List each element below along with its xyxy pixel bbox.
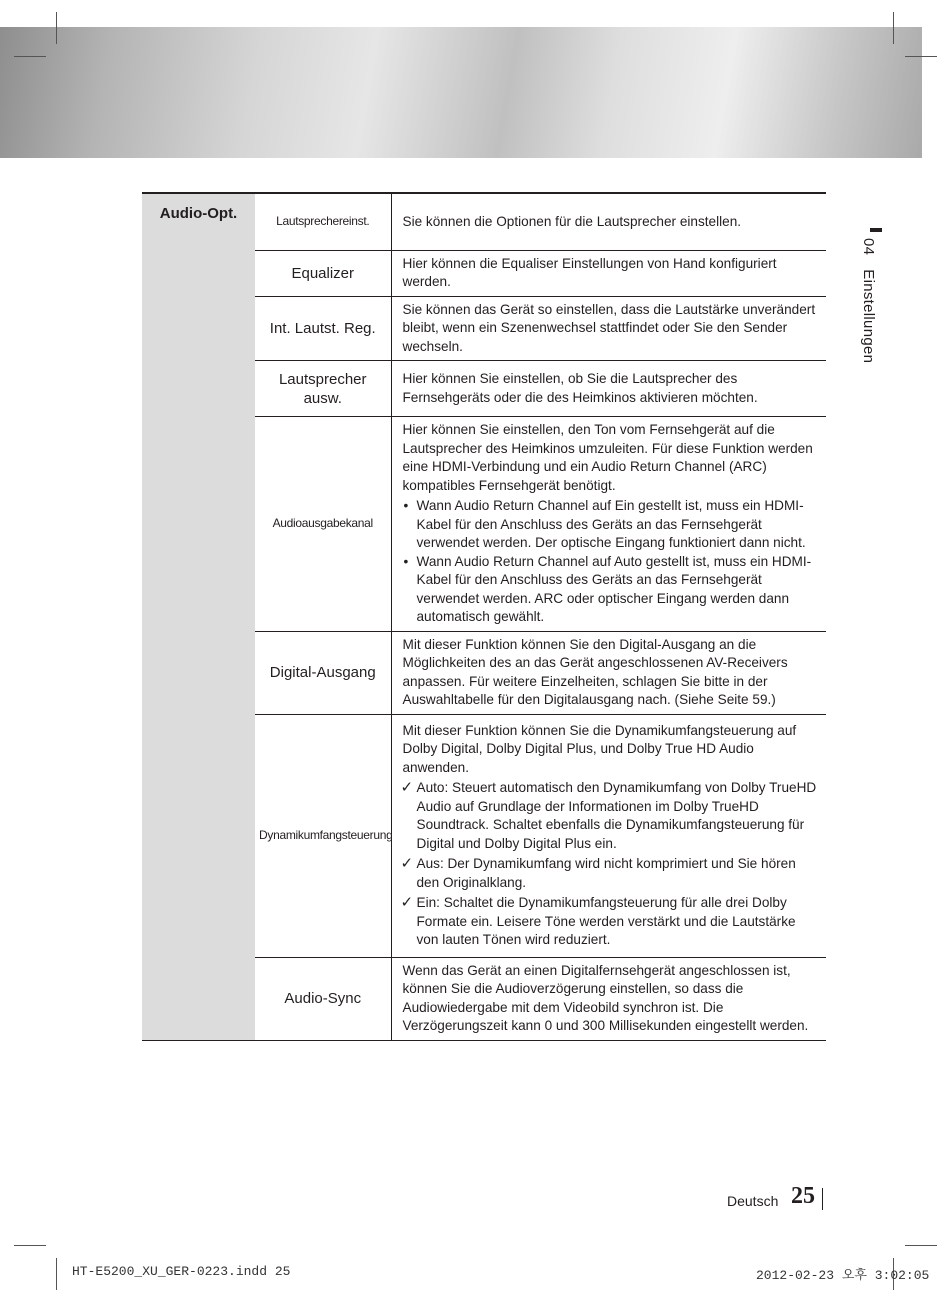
page-number: 25	[791, 1183, 815, 1209]
setting-description: Wenn das Gerät an einen Digitalfernsehgerät angeschlossen ist, können Sie die Audioverzögerung einstellen, so dass die Audiowiedergabe mit dem Videobild synchron ist. Die Verzögerungszeit kann 0 und 300 Millisekunden eingestellt werden.	[402, 962, 809, 1033]
checkmark-icon: ✓	[400, 894, 414, 911]
option-term: Auto	[416, 780, 445, 795]
setting-name: Equalizer	[255, 250, 391, 296]
setting-description: Mit dieser Funktion können Sie den Digital-Ausgang an die Möglichkeiten des an das Gerät angeschlossenen AV-Receivers anpassen. Für weitere Einzelheiten, schlagen Sie bitte in der Auswahltabelle für den Digitalausgang nach. (Siehe Seite 59.)	[391, 631, 826, 714]
crop-mark	[905, 56, 937, 57]
setting-name: Audio-Sync	[255, 957, 391, 1040]
crop-mark	[56, 1258, 57, 1290]
option-term: Aus	[416, 856, 440, 871]
header-banner	[0, 27, 922, 158]
option-item	[400, 779, 819, 853]
crop-mark	[56, 12, 57, 44]
setting-description: Hier können die Equaliser Einstellungen von Hand konfiguriert werden.	[391, 250, 826, 296]
setting-description	[391, 417, 826, 632]
chapter-title: Einstellungen	[860, 269, 877, 364]
crop-mark	[14, 56, 46, 57]
setting-name: Int. Lautst. Reg.	[255, 296, 391, 361]
bullet-item: • Wann Audio Return Channel auf Ein gestellt ist, muss ein HDMI-Kabel für den Anschluss des Geräts an das Fernsehgerät verwendet werden. Der optische Eingang funktioniert dann nicht.	[403, 497, 819, 553]
setting-name: Lautsprecher ausw.	[255, 361, 391, 417]
chapter-tab	[860, 238, 877, 363]
chapter-marker	[870, 228, 882, 232]
setting-name: Digital-Ausgang	[255, 631, 391, 714]
setting-name: Lautsprechereinst.	[255, 193, 391, 250]
checkmark-icon: ✓	[400, 779, 414, 796]
checkmark-icon: ✓	[400, 855, 414, 872]
crop-mark	[14, 1245, 46, 1246]
chapter-number: 04	[860, 238, 877, 256]
option-term: Ein	[416, 895, 437, 910]
setting-description: Hier können Sie einstellen, ob Sie die Lautsprecher des Fernsehgeräts oder die des Heimkinos aktivieren möchten.	[391, 361, 826, 417]
option-item	[400, 894, 819, 950]
crop-mark	[893, 12, 894, 44]
bullet-list	[403, 497, 819, 627]
crop-mark	[905, 1245, 937, 1246]
bullet-item: • Wann Audio Return Channel auf Auto gestellt ist, muss ein HDMI-Kabel für den Anschluss des Geräts an das Fernsehgerät verwendet werden. ARC oder optischer Eingang werden dann automatisch gewählt.	[403, 553, 819, 627]
option-list	[400, 779, 819, 950]
setting-description	[391, 714, 826, 957]
category-cell: Audio-Opt.	[142, 193, 255, 1040]
setting-name: Dynamikumfangsteuerung	[255, 714, 391, 957]
description-text: Hier können Sie einstellen, den Ton vom Fernsehgerät auf die Lautsprecher des Heimkinos umzuleiten. Für diese Funktion werden eine HDMI-Verbindung und ein Audio Return Channel (ARC) kompatibles Fernsehgerät benötigt.	[402, 422, 813, 493]
option-text: : Schaltet die Dynamikumfangsteuerung für alle drei Dolby Formate ein. Leisere Töne werden verstärkt und die Lautstärke von lauten Tönen wird reduziert.	[416, 895, 796, 947]
option-text: : Steuert automatisch den Dynamikumfang von Dolby TrueHD Audio auf Grundlage der Informationen im Dolby TrueHD Soundtrack. Schaltet ebenfalls die Dynamikumfangsteuerung für Digital und Dolby Digital Plus ein.	[416, 780, 817, 851]
setting-description: Sie können die Optionen für die Lautsprecher einstellen.	[391, 193, 826, 250]
print-slug-date: 2012-02-23 오후 3:02:05	[756, 1268, 930, 1283]
print-slug-file: HT-E5200_XU_GER-0223.indd 25	[72, 1264, 291, 1279]
table-row	[142, 193, 826, 250]
settings-table	[142, 192, 826, 1041]
option-text: : Der Dynamikumfang wird nicht komprimiert und Sie hören den Originalklang.	[416, 856, 796, 890]
setting-description: Sie können das Gerät so einstellen, dass die Lautstärke unverändert bleibt, wenn ein Szenenwechsel stattfindet oder Sie den Sender wechseln.	[391, 296, 826, 361]
description-text: Mit dieser Funktion können Sie die Dynamikumfangsteuerung auf Dolby Digital, Dolby Digital Plus, und Dolby True HD Audio anwenden.	[402, 722, 797, 775]
setting-name: Audioausgabekanal	[255, 417, 391, 632]
option-item	[400, 855, 819, 892]
footer-language: Deutsch	[727, 1193, 779, 1209]
footer-divider	[822, 1188, 823, 1210]
